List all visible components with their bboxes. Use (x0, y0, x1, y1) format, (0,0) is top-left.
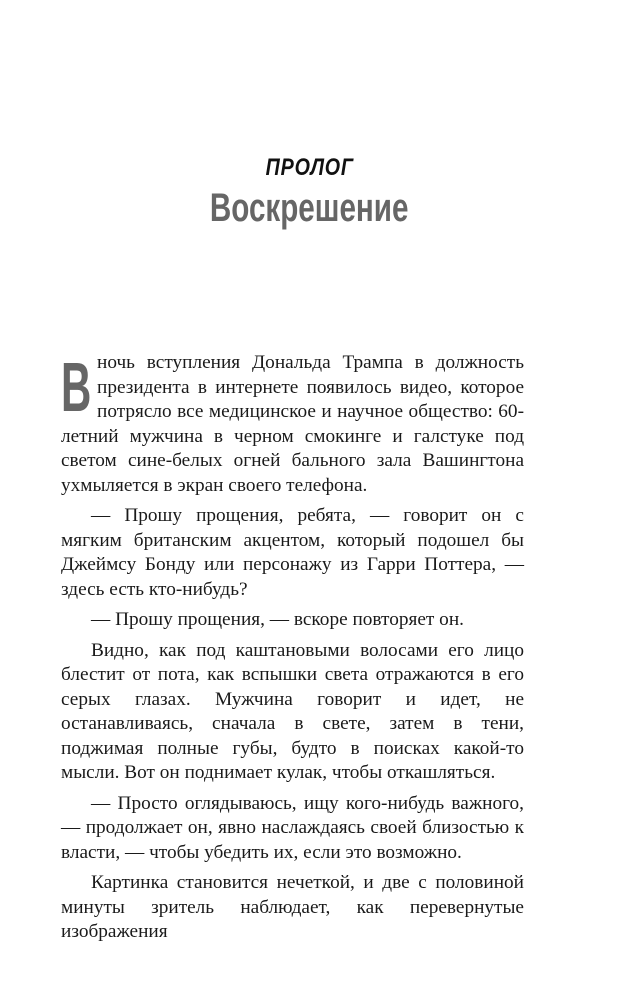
paragraph-6: Картинка становится нечеткой, и две с половиной минуты зритель наблюдает, как перевернутые изображения (61, 872, 524, 942)
chapter-title: Воскрешение (210, 186, 409, 230)
body-text (61, 348, 524, 945)
paragraph-4: Видно, как под каштановыми волосами его лицо блестит от пота, как вспышки света отражаются в его серых глазах. Мужчина говорит и идет, не останавливаясь, сначала в свете, затем в тени, поджимая полные губы, будто в поисках какой-то мысли. Вот он поднимает кулак, чтобы откашляться. (61, 639, 524, 783)
chapter-label: ПРОЛОГ (265, 154, 354, 181)
paragraph-5: — Просто оглядываюсь, ищу кого-нибудь важного, — продолжает он, явно наслаждаясь своей близостью к власти, — чтобы убедить их, если это возможно. (61, 792, 524, 863)
paragraph-3: — Прошу прощения, — вскоре повторяет он. (91, 609, 464, 630)
paragraph-2: — Прошу прощения, ребята, — говорит он с мягким британским акцентом, который подошел бы Джеймсу Бонду или персонажу из Гарри Поттера, — здесь есть кто-нибудь? (61, 505, 524, 600)
paragraph-1-text: ночь вступления Дональда Трампа в должность президента в интернете появилось видео, которое потрясло все медицинское и научное общество: 60-летний мужчина в черном смокинге и галстуке под светом сине-белых огней бального зала Вашингтона ухмыляется в экран своего телефона. (61, 352, 524, 496)
chapter-heading (0, 150, 619, 230)
paragraph-1 (61, 348, 524, 498)
drop-cap: В (61, 348, 92, 426)
